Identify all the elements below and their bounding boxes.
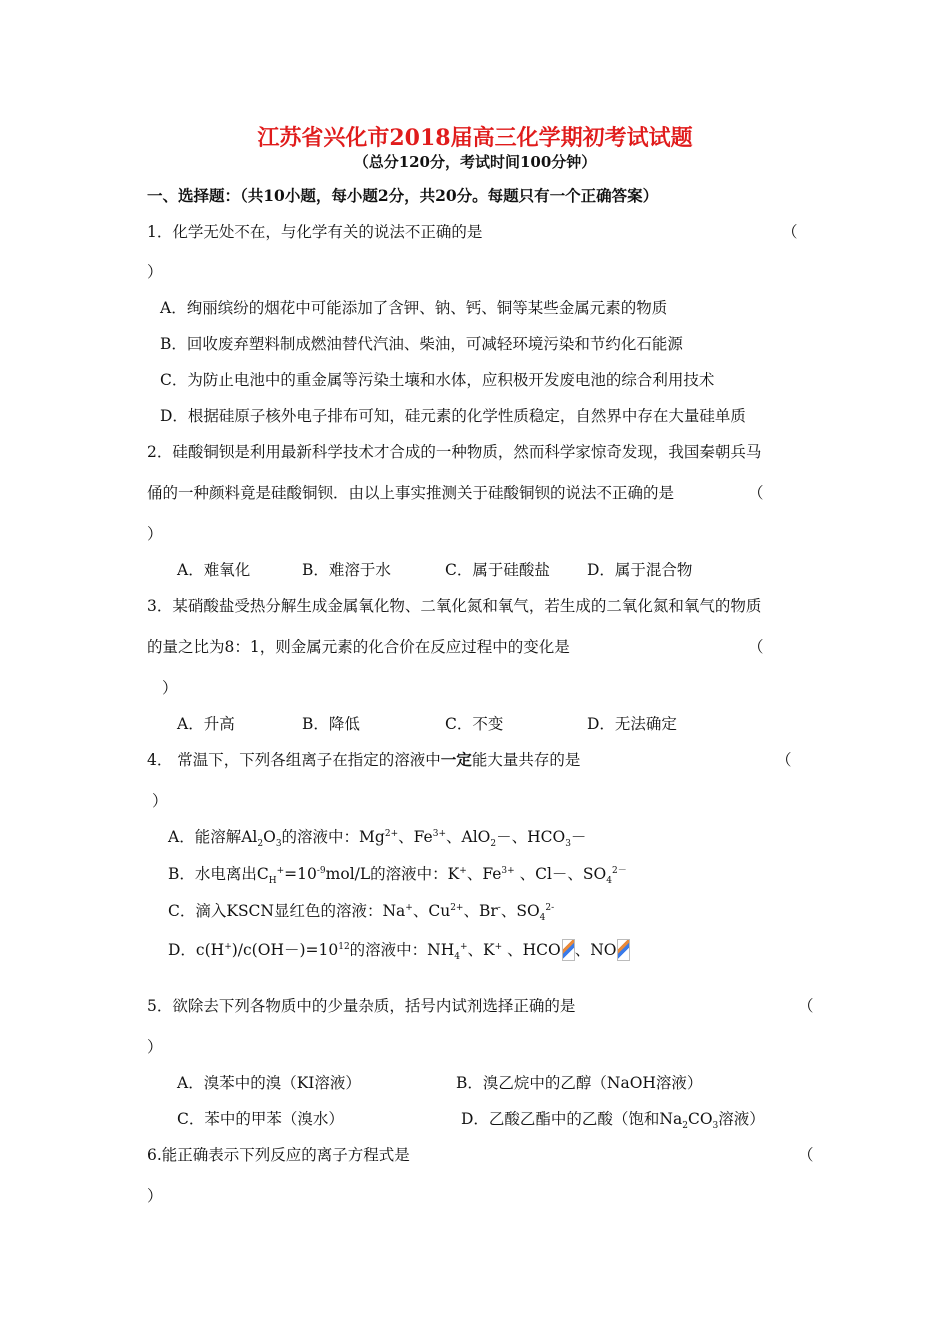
q4-b-text: B．水电离出C <box>168 865 269 883</box>
subscript: H <box>268 876 277 887</box>
subscript: 3 <box>565 839 571 850</box>
q4-option-a <box>168 827 587 850</box>
q3-option-b: B．降低 <box>302 715 360 733</box>
q4-a-text: 、Fe <box>398 828 433 846</box>
q5-d-text: 溶液） <box>718 1110 765 1128</box>
q4-stem-text-end: 能大量共存的是 <box>471 751 581 769</box>
superscript: 2－ <box>612 865 627 876</box>
q4-c-text: 、Br <box>463 902 498 920</box>
subscript: 2 <box>682 1121 688 1132</box>
q3-stem-line1: 3．某硝酸盐受热分解生成金属氧化物、二氧化氮和氧气，若生成的二氧化氮和氧气的物质 <box>147 597 762 615</box>
superscript: -9 <box>316 865 326 876</box>
q5-option-a: A．溴苯中的溴（KI溶液） <box>177 1074 361 1092</box>
q6-answer-close: ） <box>147 1187 163 1205</box>
q4-b-text: mol/L的溶液中：K <box>325 865 460 883</box>
subscript: 2 <box>490 839 497 850</box>
q4-c-text: C．滴入KSCN显红色的溶液：Na <box>168 902 406 920</box>
q2-answer-close: ） <box>147 525 163 543</box>
q1-option-a: A．绚丽缤纷的烟花中可能添加了含钾、钠、钙、铜等某些金属元素的物质 <box>160 299 668 317</box>
q2-option-b: B．难溶于水 <box>302 561 391 579</box>
q1-option-c: C．为防止电池中的重金属等污染土壤和水体，应积极开发废电池的综合利用技术 <box>160 371 715 389</box>
q3-answer-open: （ <box>748 638 764 656</box>
superscript: 2- <box>545 902 555 913</box>
q2-stem-line1: 2．硅酸铜钡是利用最新科学技术才合成的一种物质，然而科学家惊奇发现，我国秦朝兵马 <box>147 443 762 461</box>
broken-image-icon <box>562 939 575 961</box>
q4-stem-text: 4． 常温下，下列各组离子在指定的溶液中 <box>147 751 441 769</box>
q1-answer-open: （ <box>782 223 798 241</box>
superscript: + <box>224 941 232 952</box>
broken-image-icon <box>617 939 630 961</box>
q5-option-c: C．苯中的甲苯（溴水） <box>177 1110 344 1128</box>
q1-answer-close: ） <box>147 263 163 281</box>
q5-d-text: D．乙酸乙酯中的乙酸（饱和Na <box>461 1110 683 1128</box>
q4-c-text: 、Cu <box>412 902 451 920</box>
superscript: 3+ <box>432 828 446 839</box>
q4-answer-close: ） <box>152 792 168 810</box>
q4-a-text: 的溶液中：Mg <box>281 828 385 846</box>
q4-d-text: 、HCO <box>502 941 561 959</box>
q2-option-c: C．属于硅酸盐 <box>445 561 550 579</box>
subscript: 4 <box>454 952 460 963</box>
q2-option-a: A．难氧化 <box>177 561 251 579</box>
q4-b-text: 、Fe <box>466 865 502 883</box>
q4-option-c <box>168 901 555 924</box>
q2-stem-line2: 俑的一种颜料竟是硅酸铜钡．由以上事实推测关于硅酸铜钡的说法不正确的是 <box>147 484 675 502</box>
q4-option-b <box>168 864 627 887</box>
q3-option-c: C．不变 <box>445 715 504 733</box>
subscript: 2 <box>257 839 264 850</box>
q2-option-d: D．属于混合物 <box>587 561 693 579</box>
page-title: 江苏省兴化市2018届高三化学期初考试试题 <box>257 125 693 151</box>
superscript: + <box>494 941 503 952</box>
exam-info: （总分120分，考试时间100分钟） <box>353 153 597 171</box>
q1-stem: 1．化学无处不在，与化学有关的说法不正确的是 <box>147 223 483 241</box>
q4-stem <box>147 750 580 770</box>
q5-answer-open: （ <box>798 997 814 1015</box>
superscript: 12 <box>338 941 350 952</box>
q3-answer-close: ） <box>162 679 178 697</box>
superscript: - <box>497 902 501 913</box>
q5-answer-close: ） <box>147 1038 163 1056</box>
q4-b-text: =10 <box>284 865 317 883</box>
q4-a-text: O <box>263 828 276 846</box>
q5-option-d <box>461 1109 765 1132</box>
section-heading: 一、选择题：（共10小题，每小题2分，共20分。每题只有一个正确答案） <box>147 186 659 205</box>
q4-answer-open: （ <box>776 751 792 769</box>
superscript: 2+ <box>384 828 399 839</box>
q4-stem-emphasis: 一定 <box>440 750 472 769</box>
superscript: + <box>405 902 413 913</box>
q4-d-text: )/c(OH－)=10 <box>231 941 339 959</box>
subscript: 4 <box>606 876 612 887</box>
q5-d-text: CO <box>687 1110 713 1128</box>
q3-option-a: A．升高 <box>177 715 235 733</box>
q2-answer-open: （ <box>748 484 764 502</box>
q4-b-text: 、Cl－、SO <box>514 865 607 883</box>
q4-a-text: A．能溶解Al <box>168 828 258 846</box>
q4-a-text: －、HCO <box>496 828 566 846</box>
q6-stem: 6.能正确表示下列反应的离子方程式是 <box>147 1146 410 1164</box>
q4-c-text: 、SO <box>500 902 540 920</box>
subscript: 3 <box>712 1121 719 1132</box>
q4-d-text: 的溶液中：NH <box>349 941 455 959</box>
q1-option-b: B．回收废弃塑料制成燃油替代汽油、柴油，可减轻环境污染和节约化石能源 <box>160 335 683 353</box>
superscript: + <box>460 941 468 952</box>
superscript: + <box>276 865 285 876</box>
q6-answer-open: （ <box>798 1146 814 1164</box>
q4-a-text: － <box>570 828 587 846</box>
superscript: + <box>459 865 467 876</box>
subscript: 3 <box>275 839 282 850</box>
q3-option-d: D．无法确定 <box>587 715 677 733</box>
q4-option-d <box>168 939 630 961</box>
q3-stem-line2: 的量之比为8：1，则金属元素的化合价在反应过程中的变化是 <box>147 638 570 656</box>
q4-a-text: 、AlO <box>446 828 491 846</box>
superscript: 2+ <box>450 902 464 913</box>
superscript: 3+ <box>501 865 515 876</box>
q4-d-text: 、NO <box>574 941 617 959</box>
q4-d-text: 、K <box>467 941 495 959</box>
q1-option-d: D．根据硅原子核外电子排布可知，硅元素的化学性质稳定，自然界中存在大量硅单质 <box>160 407 746 425</box>
subscript: 4 <box>539 913 546 924</box>
q4-d-text: D．c(H <box>168 941 225 959</box>
q5-option-b: B．溴乙烷中的乙醇（NaOH溶液） <box>456 1074 703 1092</box>
q5-stem: 5．欲除去下列各物质中的少量杂质，括号内试剂选择正确的是 <box>147 997 576 1015</box>
